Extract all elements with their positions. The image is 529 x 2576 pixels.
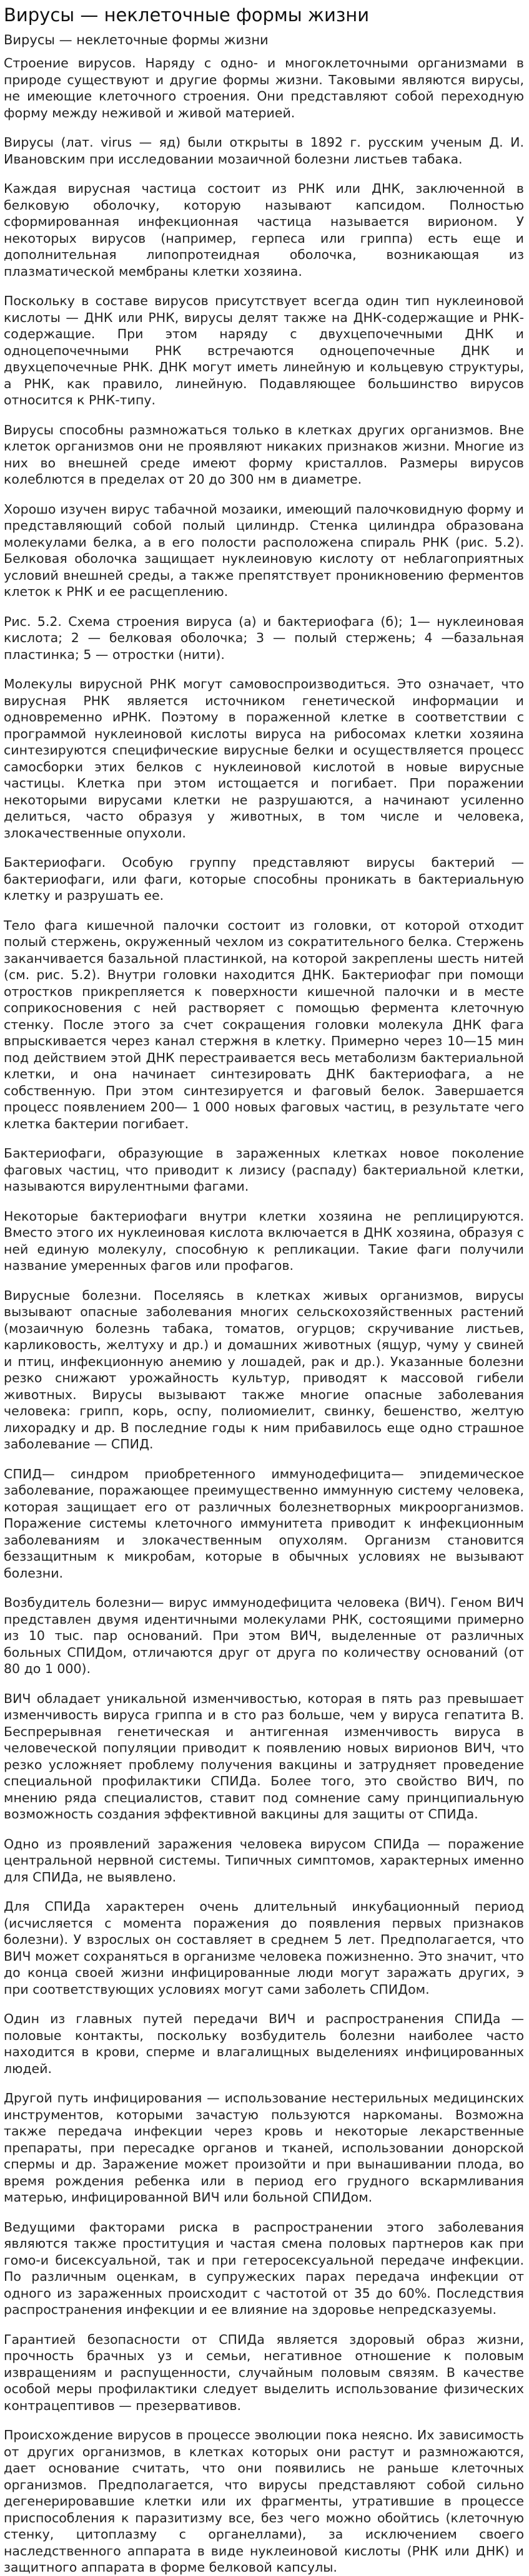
paragraph-viral-diseases: Вирусные болезни. Поселяясь в клетках живых организмов, вирусы вызывают опасные заболевания многих сельскохозяйственных растений (мозаичную болезнь табака, томатов, огурцов; скручивание листьев, карликовость, желтуху и др.) и домашних животных (ящур, чуму у свиней и птиц, инфекционную анемию у лошадей, рак и др.). Указанные болезни резко снижают урожайность культур, приводят к массовой гибели животных. Вирусы вызывают также многие опасные заболевания человека: грипп, корь, оспу, полиомиелит, свинку, бешенство, желтую лихорадку и др. В последние годы к ним прибавилось еще одно страшное заболевание — СПИД. xyxy=(4,1287,524,1451)
paragraph-cns: Одно из проявлений заражения человека вирусом СПИДа — поражение центральной нервной системы. Типичных симптомов, характерных именно для СПИДа, не выявлено. xyxy=(4,1836,524,1885)
page-title: Вирусы — неклеточные формы жизни xyxy=(4,4,370,26)
paragraph-aids: СПИД— синдром приобретенного иммунодефицита— эпидемическое заболевание, поражающее преимущественно иммунную систему человека, которая защищает его от различных болезнетворных микроорганизмов. Поражение системы клеточного иммунитета приводит к инфекционным заболеваниям и злокачественным опухолям. Организм становится беззащитным к микробам, которые в обычных условиях не вызывают болезни. xyxy=(4,1466,524,1581)
paragraph-origin: Происхождение вирусов в процессе эволюции пока неясно. Их зависимость от других организмов, в клетках которых они растут и размножаются, дает основание считать, что они появились не раньше клеточных организмов. Предполагается, что вирусы представляют собой сильно дегенерировавшие клетки или их фрагменты, утратившие в процессе приспособления к паразитизму все, без чего можно обойтись (клеточную стенку, цитоплазму с органеллами), за исключением своего наследственного аппарата в виде нуклеиновой кислоты (РНК или ДНК) и защитного аппарата в форме белковой капсулы. xyxy=(4,2427,524,2575)
paragraph-phage-body: Тело фага кишечной палочки состоит из головки, от которой отходит полый стержень, окруженный чехлом из сократительного белка. Стержень заканчивается базальной пластинкой, на которой закреплены шесть нитей (см. рис. 5.2). Внутри головки находится ДНК. Бактериофаг при помощи отростков прикрепляется к поверхности кишечной палочки и в месте соприкосновения с ней растворяет с помощью фермента клеточную стенку. После этого за счет сокращения головки молекула ДНК фага впрыскивается через канал стержня в клетку. Примерно через 10—15 мин под действием этой ДНК перестраивается весь метаболизм бактериальной клетки, и она начинает синтезировать ДНК бактериофага, а не собственную. При этом синтезируется и фаговый белок. Завершается процесс появлением 200— 1 000 новых фаговых частиц, в результате чего клетка бактерии погибает. xyxy=(4,917,524,1131)
paragraph-capsid: Каждая вирусная частица состоит из РНК или ДНК, заключенной в белковую оболочку, которую называют капсидом. Полностью сформированная инфекционная частица называется вирионом. У некоторых вирусов (например, герпеса или гриппа) есть еще и дополнительная липопротеидная оболочка, возникающая из плазматической мембраны клетки хозяина. xyxy=(4,181,524,279)
paragraph-hiv-variability: ВИЧ обладает уникальной изменчивостью, которая в пять раз превышает изменчивость вируса гриппа и в сто раз больше, чем у вируса гепатита В. Беспрерывная генетическая и антигенная изменчивость вируса в человеческой популяции приводит к появлению новых вирионов ВИЧ, что резко усложняет проблему получения вакцины и затрудняет проведение специальной профилактики СПИДа. Более того, это свойство ВИЧ, по мнению ряда специалистов, ставит под сомнение саму принципиальную возможность создания эффективной вакцины для защиты от СПИДа. xyxy=(4,1690,524,1822)
paragraph-structure-intro: Строение вирусов. Наряду с одно- и многоклеточными организмами в природе существуют и другие формы жизни. Таковыми являются вирусы, не имеющие клеточного строения. Они представляют собой переходную форму между неживой и живой материей. xyxy=(4,56,524,120)
paragraph-nucleic-acid-types: Поскольку в составе вирусов присутствует всегда один тип нуклеиновой кислоты — ДНК или РНК, вирусы делят также на ДНК-содержащие и РНК-содержащие. При этом наряду с двухцепочечными ДНК и одноцепочечными РНК встречаются одноцепочечные ДНК и двухцепочечные РНК. ДНК могут иметь линейную и кольцевую структуры, а РНК, как правило, линейную. Подавляющее большинство вирусов относится к РНК-типу. xyxy=(4,293,524,407)
paragraph-prevention: Гарантией безопасности от СПИДа является здоровый образ жизни, прочность брачных уз и семьи, негативное отношение к половым извращениям и распущенности, случайным половым связям. В качестве особой меры профилактики следует выделить использование физических контрацептивов — презервативов. xyxy=(4,2331,524,2413)
paragraph-rna-replication: Молекулы вирусной РНК могут самовоспроизводиться. Это означает, что вирусная РНК является источником генетической информации и одновременно иРНК. Поэтому в пораженной клетке в соответствии с программой нуклеиновой кислоты вируса на рибосомах клетки хозяина синтезируются специфические вирусные белки и осуществляется процесс самосборки этих белков с нуклеиновой кислотой в новые вирусные частицы. Клетка при этом истощается и погибает. При поражении некоторыми вирусами клетки не разрушаются, а начинают усиленно делиться, часто образуя у животных, в том числе и человека, злокачественные опухоли. xyxy=(4,676,524,841)
paragraph-reproduction: Вирусы способны размножаться только в клетках других организмов. Вне клеток организмов они не проявляют никаких признаков жизни. Многие из них во внешней среде имеют форму кристаллов. Размеры вирусов колеблются в пределах от 20 до 300 нм в диаметре. xyxy=(4,422,524,487)
paragraph-risk-factors: Ведущими факторами риска в распространении этого заболевания являются также проституция и частая смена половых партнеров как при гомо-и бисексуальной, так и при гетеросексуальной передаче инфекции. По различным оценкам, в супружеских парах передача инфекции от одного из зараженных происходит с частотой от 35 до 60%. Последствия распространения инфекции и ее влияние на здоровье непредсказуемы. xyxy=(4,2219,524,2317)
paragraph-hiv: Возбудитель болезни— вирус иммунодефицита человека (ВИЧ). Геном ВИЧ представлен двумя идентичными молекулами РНК, состоящими примерно из 10 тыс. пар оснований. При этом ВИЧ, выделенные от различных больных СПИДом, отличаются друг от друга по количеству оснований (от 80 до 1 000). xyxy=(4,1595,524,1676)
page-subtitle: Вирусы — неклеточные формы жизни xyxy=(4,32,269,47)
paragraph-temperate-phages: Некоторые бактериофаги внутри клетки хозяина не реплицируются. Вместо этого их нуклеиновая кислота включается в ДНК хозяина, образуя с ней единую молекулу, способную к репликации. Такие фаги получили название умеренных фагов или профагов. xyxy=(4,1208,524,1273)
paragraph-discovery: Вирусы (лат. virus — яд) были открыты в 1892 г. русским ученым Д. И. Ивановским при исследовании мозаичной болезни листьев табака. xyxy=(4,135,524,167)
paragraph-incubation: Для СПИДа характерен очень длительный инкубационный период (исчисляется с момента поражения до появления первых признаков болезни). У взрослых он составляет в среднем 5 лет. Предполагается, что ВИЧ может сохраняться в организме человека пожизненно. Это значит, что до конца своей жизни инфицированные люди могут заражать других, э при соответствующих условиях могут сами заболеть СПИДом. xyxy=(4,1899,524,1997)
paragraph-tobacco-mosaic: Хорошо изучен вирус табачной мозаики, имеющий палочковидную форму и представляющий собой полый цилиндр. Стенка цилиндра образована молекулами белка, а в его полости расположена спираль РНК (рис. 5.2). Белковая оболочка защищает нуклеиновую кислоту от неблагоприятных условий внешней среды, а также препятствует проникновению ферментов клеток к РНК и ее расщеплению. xyxy=(4,501,524,599)
paragraph-transmission-sexual: Один из главных путей передачи ВИЧ и распространения СПИДа — половые контакты, поскольку возбудитель болезни наиболее часто находится в крови, сперме и влагалищных выделениях инфицированных людей. xyxy=(4,2011,524,2076)
paragraph-virulent-phages: Бактериофаги, образующие в зараженных клетках новое поколение фаговых частиц, что приводит к лизису (распаду) бактериальной клетки, называются вирулентными фагами. xyxy=(4,1146,524,1194)
paragraph-bacteriophages: Бактериофаги. Особую группу представляют вирусы бактерий — бактериофаги, или фаги, которые способны проникать в бактериальную клетку и разрушать ее. xyxy=(4,855,524,903)
figure-caption: Рис. 5.2. Схема строения вируса (а) и бактериофага (б); 1— нуклеиновая кислота; 2 — белковая оболочка; 3 — полый стержень; 4 —базальная пластинка; 5 — отростки (нити). xyxy=(4,613,524,662)
paragraph-transmission-other: Другой путь инфицирования — использование нестерильных медицинских инструментов, которыми зачастую пользуются наркоманы. Возможна также передача инфекции через кровь и некоторые лекарственные препараты, при пересадке органов и тканей, использовании донорской спермы и др. Заражение может произойти и при вынашивании плода, во время рождения ребенка или в период его грудного вскармливания матерью, инфицированной ВИЧ или больной СПИДом. xyxy=(4,2091,524,2205)
